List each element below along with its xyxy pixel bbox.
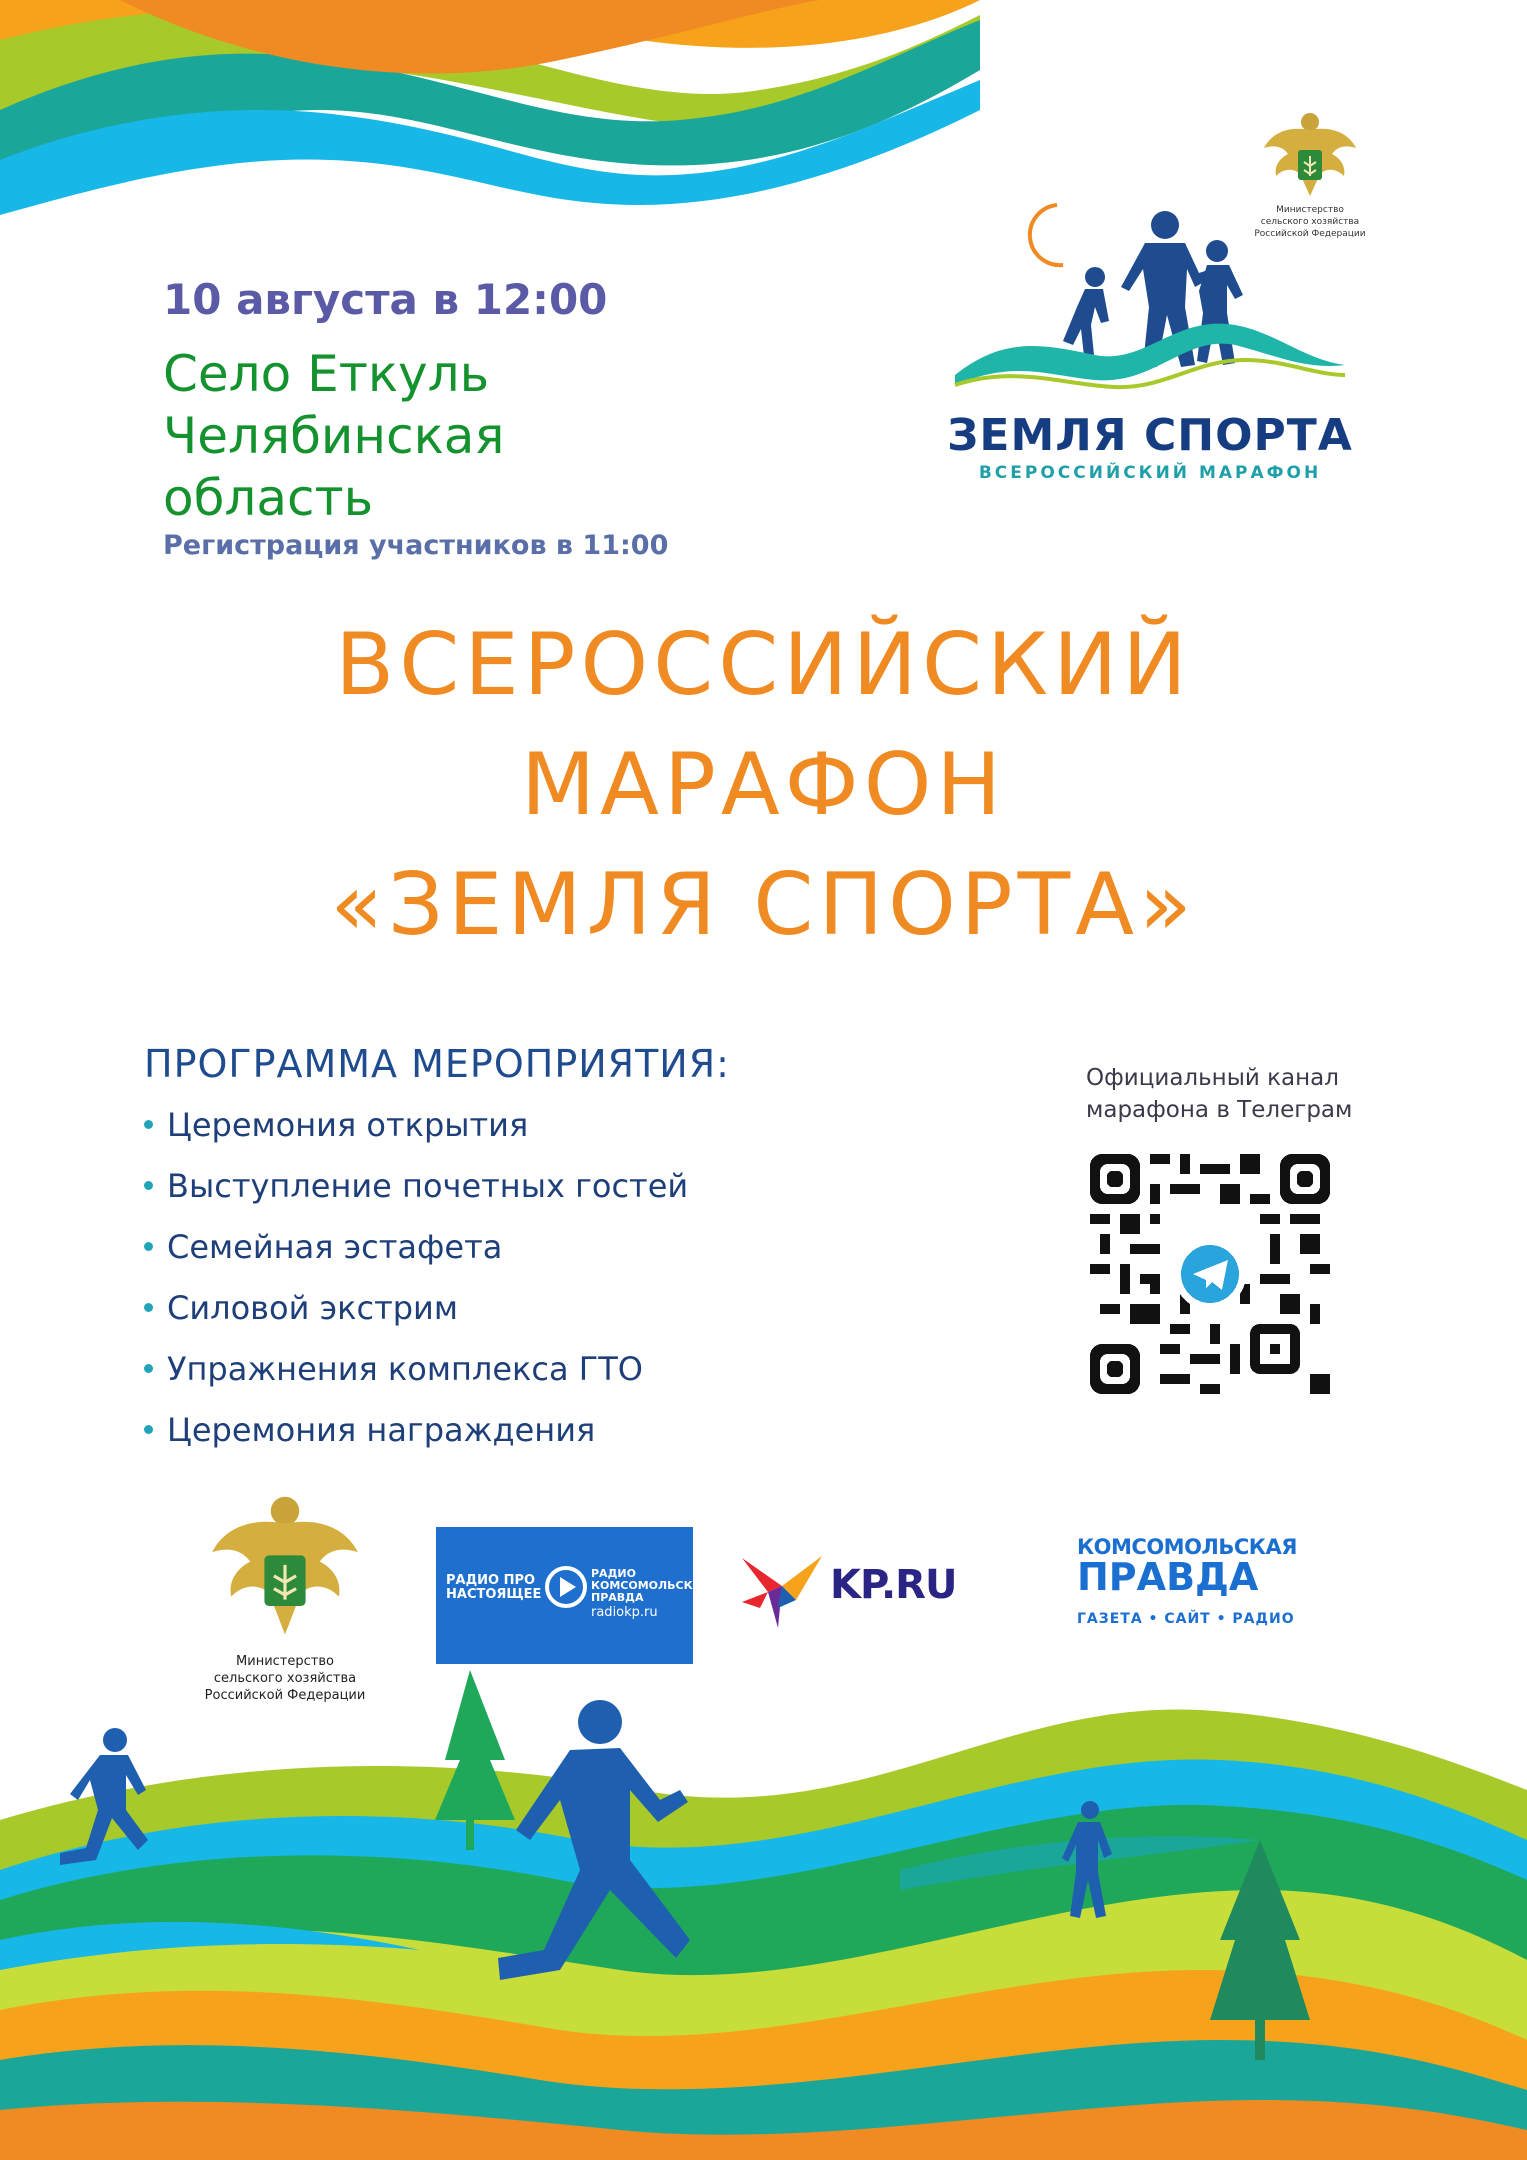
- program-item-label: Выступление почетных гостей: [167, 1167, 689, 1205]
- radio-slogan: [446, 1574, 541, 1602]
- bullet-icon: [144, 1303, 153, 1312]
- play-icon: [544, 1565, 588, 1609]
- ministry-line: сельского хозяйства: [213, 1671, 357, 1686]
- kp-line2: ПРАВДА: [1077, 1555, 1259, 1599]
- poster-title: [0, 605, 1527, 965]
- kp-ru-text: KP.RU: [830, 1562, 957, 1608]
- program-item-label: Церемония награждения: [167, 1411, 596, 1449]
- ministry-line: Министерство: [1276, 205, 1344, 215]
- ministry-line: Российской Федерации: [204, 1688, 366, 1703]
- telegram-caption: [1086, 1062, 1352, 1126]
- zemlya-sporta-logo: [945, 195, 1355, 495]
- event-place: [163, 343, 505, 529]
- ministry-emblem-icon: [1250, 108, 1370, 200]
- kp-line1: КОМСОМОЛЬСКАЯ: [1077, 1535, 1297, 1559]
- ministry-line: Министерство: [236, 1654, 334, 1669]
- telegram-line: марафона в Телеграм: [1086, 1097, 1353, 1123]
- registration-time: Регистрация участников в 11:00: [163, 530, 669, 561]
- program-list: [144, 1105, 688, 1471]
- komsomolskaya-pravda-logo: [1077, 1535, 1297, 1635]
- radio-name-line: КОМСОМОЛЬСКАЯ: [591, 1579, 710, 1592]
- ministry-line: сельского хозяйства: [1260, 217, 1360, 227]
- logo-brand-text: ЗЕМЛЯ СПОРТА: [947, 410, 1353, 461]
- event-date-time: 10 августа в 12:00: [163, 275, 608, 324]
- radio-kp-logo: [436, 1527, 710, 1664]
- program-item-label: Церемония открытия: [167, 1106, 529, 1144]
- program-item: [144, 1349, 688, 1410]
- logo-subtitle-text: ВСЕРОССИЙСКИЙ МАРАФОН: [978, 463, 1322, 483]
- place-line: Село Еткуль: [163, 345, 490, 403]
- bullet-icon: [144, 1120, 153, 1129]
- program-item: [144, 1166, 688, 1227]
- program-item-label: Упражнения комплекса ГТО: [167, 1350, 643, 1388]
- program-item: [144, 1288, 688, 1349]
- radio-slogan-line: РАДИО ПРО: [446, 1573, 536, 1588]
- runners-logo-icon: [945, 195, 1355, 410]
- radio-slogan-line: НАСТОЯЩЕЕ: [446, 1587, 542, 1602]
- place-line: Челябинская: [163, 407, 505, 465]
- bullet-icon: [144, 1181, 153, 1190]
- program-item-label: Семейная эстафета: [167, 1228, 503, 1266]
- program-item-label: Силовой экстрим: [167, 1289, 458, 1327]
- radio-name-line: ПРАВДА: [591, 1591, 644, 1604]
- bottom-landscape-decoration: [0, 1640, 1527, 2160]
- title-line: «ЗЕМЛЯ СПОРТА»: [330, 855, 1197, 955]
- bullet-icon: [144, 1425, 153, 1434]
- bullet-icon: [144, 1242, 153, 1251]
- bird-icon: [738, 1548, 826, 1632]
- ministry-line: Российской Федерации: [1254, 229, 1366, 239]
- kp-line3: ГАЗЕТА • САЙТ • РАДИО: [1077, 1611, 1295, 1627]
- ministry-logo-bottom: [190, 1488, 380, 1703]
- radio-name-line: РАДИО: [591, 1567, 636, 1580]
- place-line: область: [163, 469, 374, 527]
- program-item: [144, 1410, 688, 1471]
- telegram-line: Официальный канал: [1086, 1065, 1339, 1091]
- radio-name: [591, 1568, 710, 1604]
- program-item: [144, 1105, 688, 1166]
- title-line: МАРАФОН: [520, 735, 1007, 835]
- ministry-emblem-icon: [190, 1488, 380, 1648]
- kp-ru-logo: [738, 1540, 998, 1640]
- title-line: ВСЕРОССИЙСКИЙ: [335, 615, 1192, 715]
- telegram-qr-code[interactable]: [1090, 1154, 1330, 1394]
- radio-url: radiokp.ru: [591, 1605, 658, 1620]
- program-item: [144, 1227, 688, 1288]
- program-heading: ПРОГРАММА МЕРОПРИЯТИЯ:: [144, 1042, 730, 1086]
- bullet-icon: [144, 1364, 153, 1373]
